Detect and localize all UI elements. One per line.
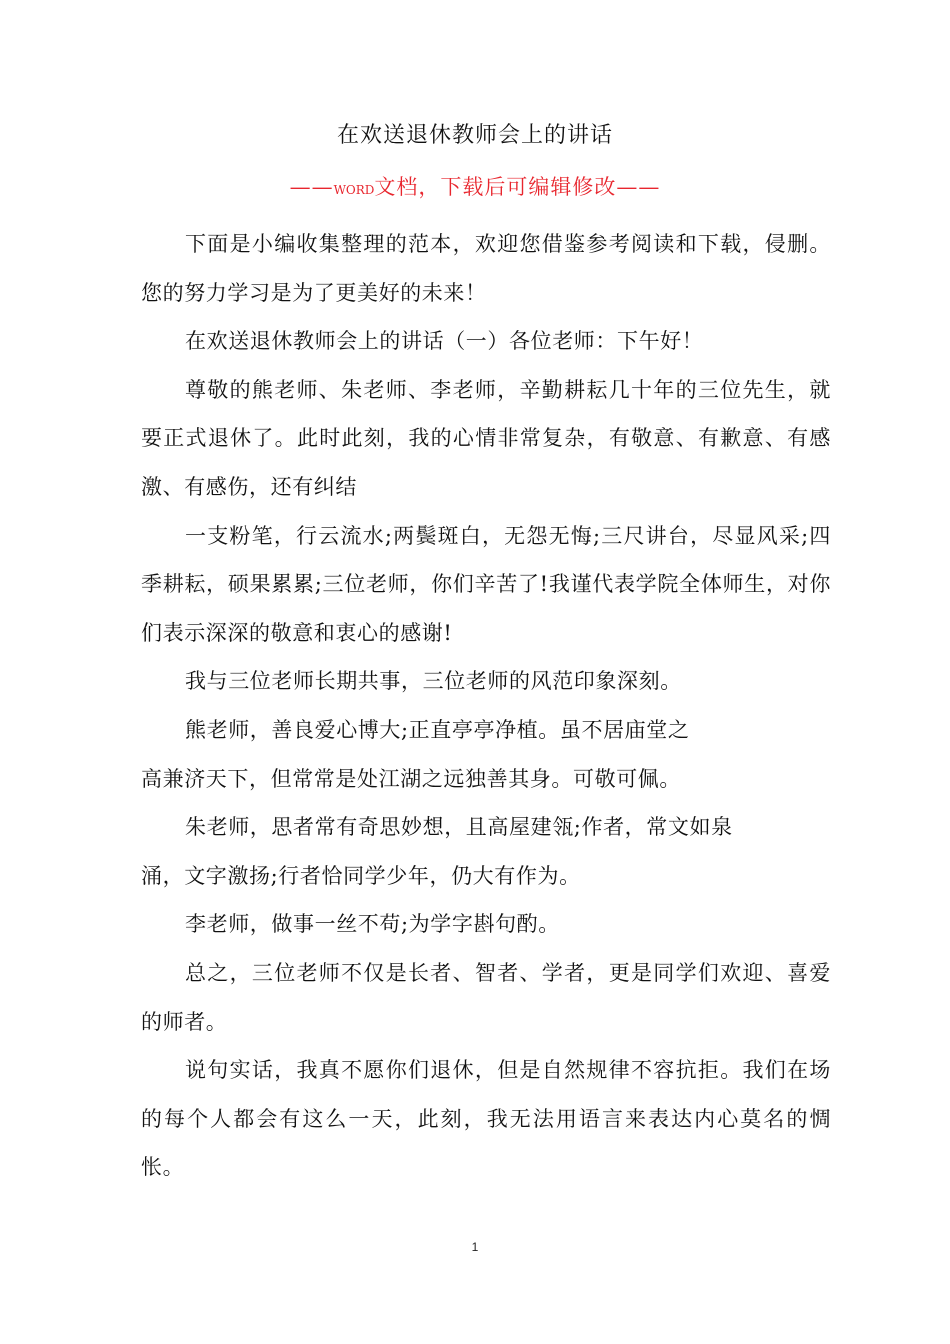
paragraph-xiong-line1: 熊老师，善良爱心博大;正直亭亭净植。虽不居庙堂之 <box>185 717 690 742</box>
paragraph-summary: 总之，三位老师不仅是长者、智者、学者，更是同学们欢迎、喜爱的师者。 <box>141 960 831 1034</box>
paragraph-closing: 说句实话，我真不愿你们退休，但是自然规律不容抗拒。我们在场的每个人都会有这么一天，此刻，我无法用语言来表达内心莫名的惆怅。 <box>141 1058 831 1180</box>
page-number: 1 <box>471 1240 479 1254</box>
document-subtitle <box>0 172 950 205</box>
paragraph-tribute: 一支粉笔，行云流水;两鬓斑白，无怨无悔;三尺讲台，尽显风采;四季耕耘，硕果累累;三位老师，你们辛苦了!我谨代表学院全体师生，对你们表示深深的敬意和衷心的感谢! <box>141 523 831 645</box>
paragraph-li: 李老师，做事一丝不苟;为学字斟句酌。 <box>185 912 560 937</box>
paragraph-zhu-line2: 涌，文字激扬;行者恰同学少年，仍大有作为。 <box>141 863 581 888</box>
paragraph-zhu-line1: 朱老师，思者常有奇思妙想，且高屋建瓴;作者，常文如泉 <box>185 815 733 840</box>
paragraph-colleagues: 我与三位老师长期共事，三位老师的风范印象深刻。 <box>185 669 682 694</box>
document-title: 在欢送退休教师会上的讲话 <box>336 123 613 148</box>
paragraph-greeting: 尊敬的熊老师、朱老师、李老师，辛勤耕耘几十年的三位先生，就要正式退休了。此时此刻，我的心情非常复杂，有敬意、有歉意、有感激、有感伤，还有纠结 <box>141 377 831 499</box>
subtitle-rest: 文档，下载后可编辑修改—— <box>374 175 661 199</box>
subtitle-word-tag: WORD <box>333 183 375 197</box>
paragraph-intro: 下面是小编收集整理的范本，欢迎您借鉴参考阅读和下载，侵删。您的努力学习是为了更美好的未来！ <box>141 232 831 305</box>
document-body <box>141 220 831 1192</box>
paragraph-xiong-line2: 高兼济天下，但常常是处江湖之远独善其身。可敬可佩。 <box>141 766 681 791</box>
subtitle-dash: —— <box>289 175 334 199</box>
paragraph-heading: 在欢送退休教师会上的讲话（一）各位老师：下午好！ <box>185 329 704 354</box>
